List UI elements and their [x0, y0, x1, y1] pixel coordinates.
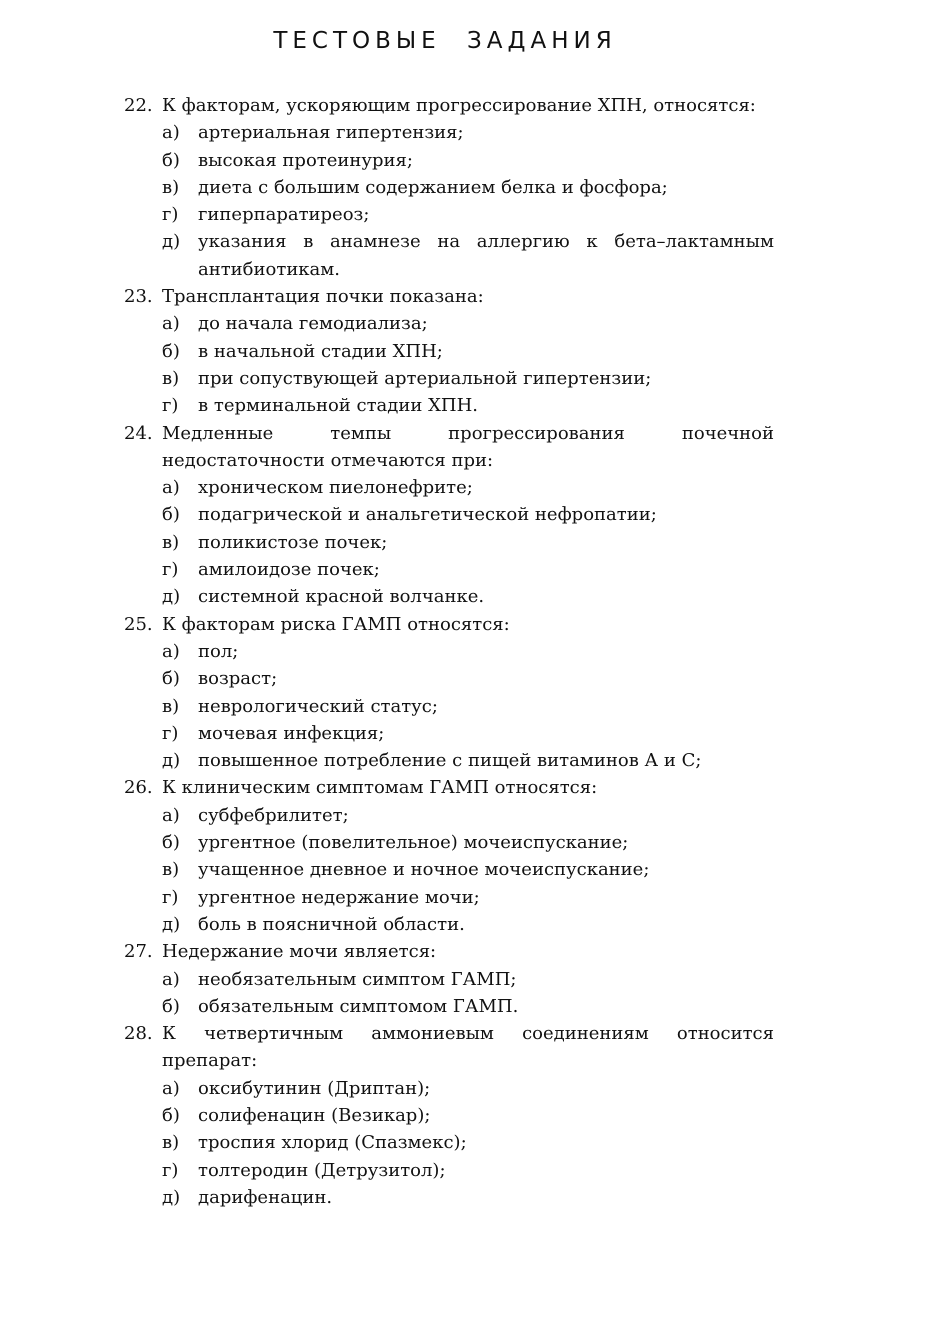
answer-option: [124, 310, 774, 337]
answer-option: [124, 338, 774, 365]
question-stem: [124, 938, 774, 965]
answer-option: [124, 174, 774, 201]
question-stem: [124, 611, 774, 638]
answer-options: [124, 119, 774, 283]
answer-option: [124, 365, 774, 392]
option-text: при сопуствующей артериальной гипертензии;: [198, 367, 652, 389]
option-letter: б): [162, 995, 180, 1017]
answer-option: [124, 201, 774, 228]
option-letter: а): [162, 968, 180, 990]
answer-option: [124, 392, 774, 419]
option-letter: а): [162, 477, 180, 499]
option-text: артериальная гипертензия;: [198, 122, 464, 144]
question-number: 26.: [124, 777, 153, 799]
question-28: [124, 1020, 774, 1211]
question-24: [124, 420, 774, 611]
option-text: высокая протеинурия;: [198, 149, 413, 171]
answer-option: [124, 119, 774, 146]
answer-options: [124, 966, 774, 1021]
option-text: пол;: [198, 640, 239, 662]
option-letter: в): [162, 695, 180, 717]
answer-option: [124, 583, 774, 610]
option-letter: д): [162, 1186, 181, 1208]
question-26: [124, 774, 774, 938]
question-number: 22.: [124, 95, 153, 116]
option-text: в начальной стадии ХПН;: [198, 340, 443, 362]
option-letter: а): [162, 804, 180, 826]
option-text: толтеродин (Детрузитол);: [198, 1159, 446, 1181]
question-23: [124, 283, 774, 419]
option-text: возраст;: [198, 668, 278, 690]
option-letter: в): [162, 1132, 180, 1154]
option-letter: б): [162, 504, 180, 526]
question-text: Трансплантация почки показана:: [162, 286, 484, 308]
option-letter: г): [162, 395, 179, 417]
question-number: 23.: [124, 286, 153, 308]
answer-option: [124, 556, 774, 583]
option-letter: а): [162, 1077, 180, 1099]
answer-option: [124, 638, 774, 665]
answer-option: [124, 1184, 774, 1211]
option-letter: б): [162, 340, 180, 362]
answer-option: [124, 147, 774, 174]
option-text: в терминальной стадии ХПН.: [198, 395, 479, 417]
option-letter: а): [162, 640, 180, 662]
answer-option: [124, 529, 774, 556]
question-25: [124, 611, 774, 775]
option-letter: б): [162, 832, 180, 854]
option-letter: в): [162, 367, 180, 389]
option-letter: д): [162, 750, 181, 772]
option-text: повышенное потребление с пищей витаминов А и С;: [198, 750, 702, 772]
option-text: ургентное (повелительное) мочеиспускание;: [198, 832, 629, 854]
answer-option: [124, 993, 774, 1020]
question-number: 24.: [124, 422, 153, 444]
question-stem: [124, 92, 774, 119]
option-text: солифенацин (Везикар);: [198, 1104, 431, 1126]
option-letter: г): [162, 886, 179, 908]
question-text: К клиническим симптомам ГАМП относятся:: [162, 777, 598, 799]
option-text: системной красной волчанке.: [198, 586, 485, 608]
option-text: субфебрилитет;: [198, 804, 349, 826]
question-text: К факторам, ускоряющим прогрессирование ХПН, относятся:: [162, 95, 756, 116]
option-text: мочевая инфекция;: [198, 722, 385, 744]
question-number: 27.: [124, 941, 153, 963]
question-text: К факторам риска ГАМП относятся:: [162, 613, 510, 635]
option-text: необязательным симптом ГАМП;: [198, 968, 517, 990]
option-letter: б): [162, 668, 180, 690]
option-letter: а): [162, 122, 180, 144]
answer-option: [124, 1102, 774, 1129]
question-stem: [124, 283, 774, 310]
answer-option: [124, 966, 774, 993]
question-27: [124, 938, 774, 1020]
answer-option: [124, 720, 774, 747]
option-text: дарифенацин.: [198, 1186, 333, 1208]
answer-option: [124, 665, 774, 692]
answer-option: [124, 1075, 774, 1102]
option-letter: в): [162, 859, 180, 881]
option-text: оксибутинин (Дриптан);: [198, 1077, 431, 1099]
question-text: Медленные темпы прогрессирования почечной недостаточности отмечаются при:: [162, 422, 774, 471]
option-letter: б): [162, 149, 180, 171]
option-letter: г): [162, 204, 179, 226]
option-letter: д): [162, 231, 181, 253]
question-number: 25.: [124, 613, 153, 635]
question-stem: [124, 420, 774, 475]
question-text: Недержание мочи является:: [162, 941, 437, 963]
option-letter: г): [162, 559, 179, 581]
option-text: до начала гемодиализа;: [198, 313, 428, 335]
option-text: указания в анамнезе на аллергию к бета–лактамным антибиотикам.: [198, 231, 774, 280]
answer-option: [124, 501, 774, 528]
option-letter: д): [162, 913, 181, 935]
answer-option: [124, 829, 774, 856]
answer-options: [124, 474, 774, 610]
option-text: троспия хлорид (Спазмекс);: [198, 1132, 467, 1154]
option-text: неврологический статус;: [198, 695, 438, 717]
answer-option: [124, 856, 774, 883]
question-22: [124, 92, 774, 283]
option-text: обязательным симптомом ГАМП.: [198, 995, 519, 1017]
answer-option: [124, 1157, 774, 1184]
option-letter: г): [162, 1159, 179, 1181]
option-text: амилоидозе почек;: [198, 559, 380, 581]
question-number: 28.: [124, 1023, 153, 1045]
question-list: [124, 92, 774, 1211]
option-text: диета с большим содержанием белка и фосфора;: [198, 176, 668, 198]
option-letter: б): [162, 1104, 180, 1126]
option-letter: в): [162, 176, 180, 198]
question-stem: [124, 1020, 774, 1075]
option-letter: в): [162, 531, 180, 553]
answer-option: [124, 884, 774, 911]
option-text: учащенное дневное и ночное мочеиспускание;: [198, 859, 650, 881]
option-text: ургентное недержание мочи;: [198, 886, 480, 908]
option-text: хроническом пиелонефрите;: [198, 477, 473, 499]
option-text: поликистозе почек;: [198, 531, 388, 553]
answer-options: [124, 310, 774, 419]
option-letter: г): [162, 722, 179, 744]
answer-options: [124, 802, 774, 938]
question-stem: [124, 774, 774, 801]
question-text: К четвертичным аммониевым соединениям относится препарат:: [162, 1023, 774, 1072]
option-text: боль в поясничной области.: [198, 913, 465, 935]
answer-option: [124, 693, 774, 720]
answer-option: [124, 1129, 774, 1156]
answer-option: [124, 747, 774, 774]
answer-option: [124, 474, 774, 501]
answer-option: [124, 228, 774, 283]
option-text: гиперпаратиреоз;: [198, 204, 370, 226]
page-title: ТЕСТОВЫЕ ЗАДАНИЯ: [273, 28, 617, 54]
option-letter: д): [162, 586, 181, 608]
option-text: подагрической и анальгетической нефропатии;: [198, 504, 657, 526]
answer-option: [124, 911, 774, 938]
answer-option: [124, 802, 774, 829]
answer-options: [124, 1075, 774, 1211]
answer-options: [124, 638, 774, 774]
option-letter: а): [162, 313, 180, 335]
